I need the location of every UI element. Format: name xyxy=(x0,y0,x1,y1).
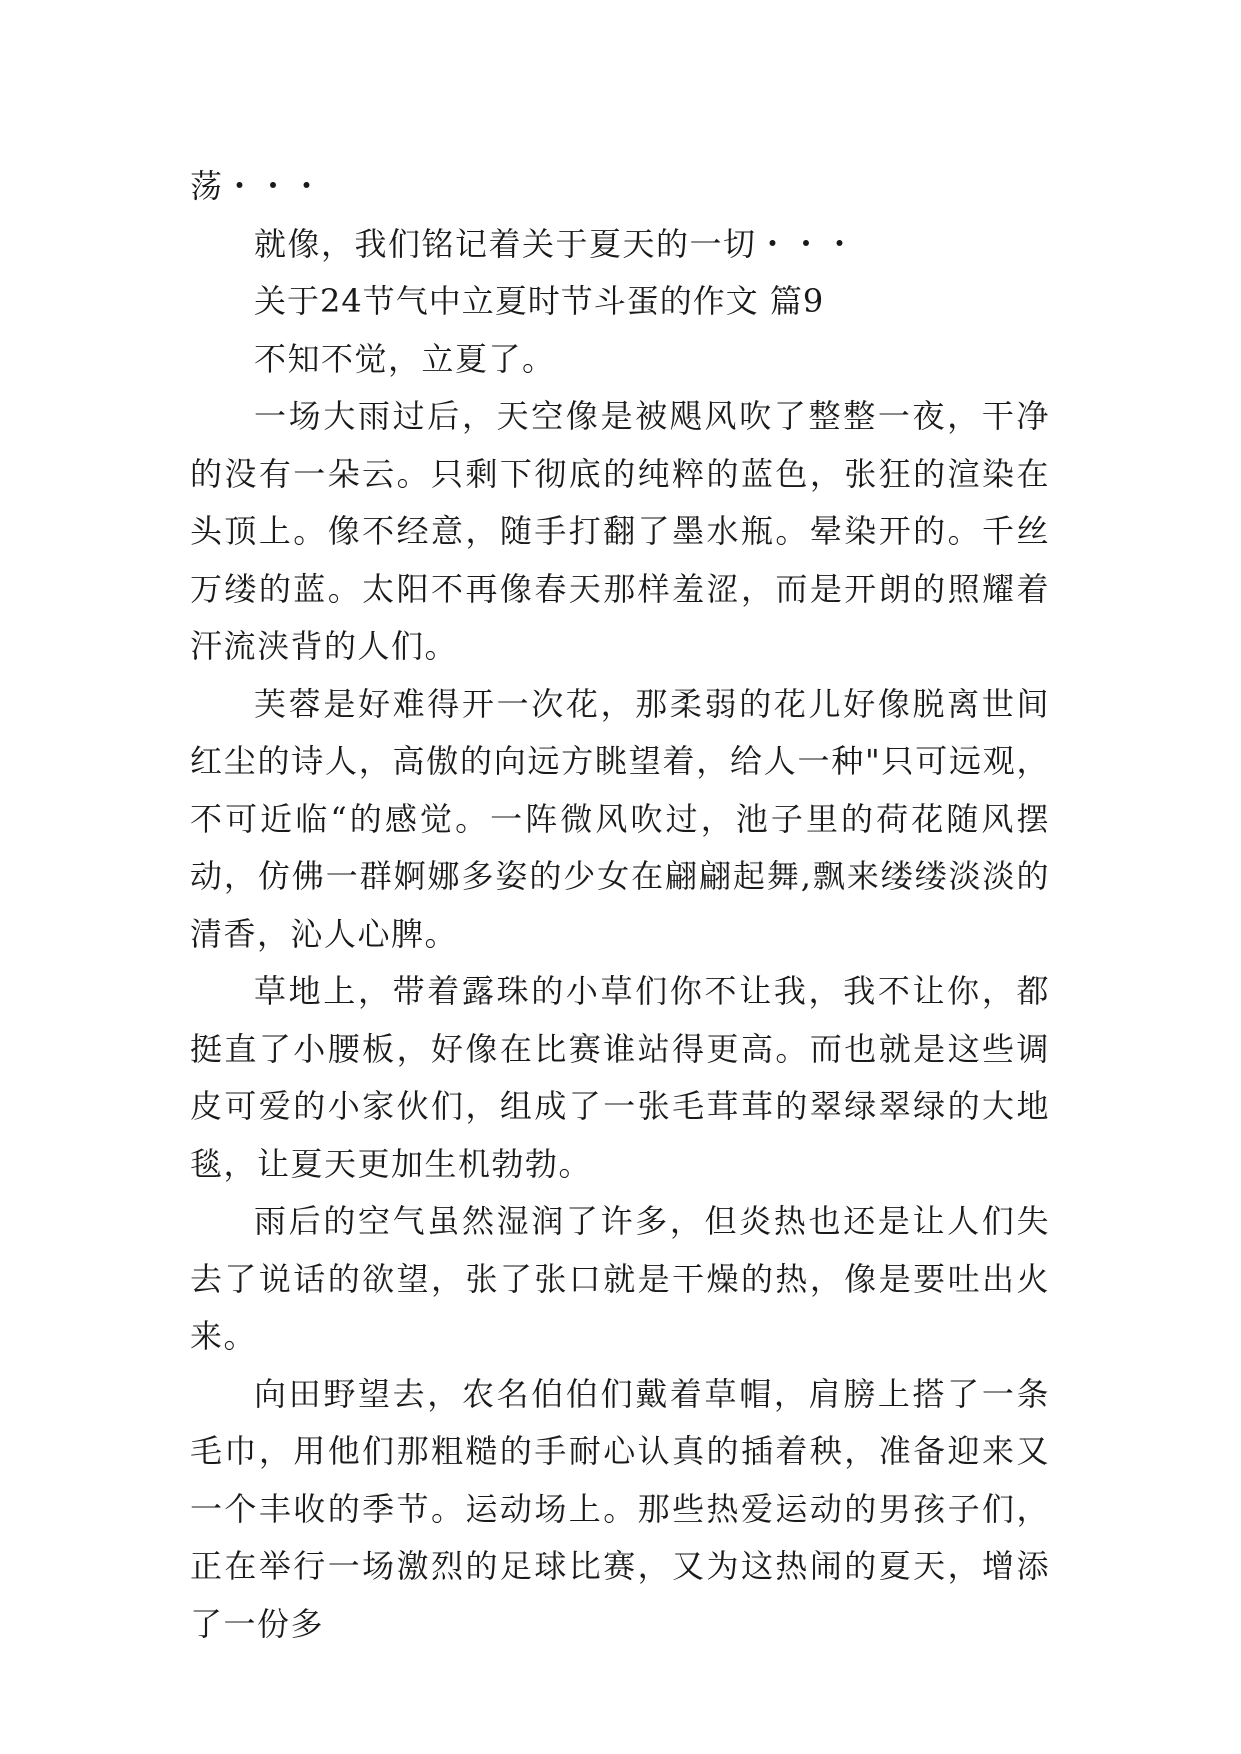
paragraph-3: 一场大雨过后，天空像是被飓风吹了整整一夜，干净的没有一朵云。只剩下彻底的纯粹的蓝色，张狂的渲染在头顶上。像不经意，随手打翻了墨水瓶。晕染开的。千丝万缕的蓝。太阳不再像春天那样羞涩，而是开朗的照耀着汗流浃背的人们。 xyxy=(190,397,1050,665)
paragraph-2: 不知不觉，立夏了。 xyxy=(254,339,556,378)
paragraph-7: 向田野望去，农名伯伯们戴着草帽，肩膀上搭了一条毛巾，用他们那粗糙的手耐心认真的插着秧，准备迎来又一个丰收的季节。运动场上。那些热爱运动的男孩子们，正在举行一场激烈的足球比赛，又为这热闹的夏天，增添了一份多 xyxy=(190,1374,1050,1643)
essay-heading: 关于24节气中立夏时节斗蛋的作文 篇9 xyxy=(254,282,825,320)
paragraph-1: 就像，我们铭记着关于夏天的一切・・・ xyxy=(254,224,858,263)
paragraph-4: 芙蓉是好难得开一次花，那柔弱的花儿好像脱离世间红尘的诗人，高傲的向远方眺望着，给人一种"只可远观，不可近临“的感觉。一阵微风吹过，池子里的荷花随风摆动，仿佛一群婀娜多姿的少女在翩翩起舞,飘来缕缕淡淡的清香，沁人心脾。 xyxy=(190,684,1050,953)
paragraph-6: 雨后的空气虽然湿润了许多，但炎热也还是让人们失去了说话的欲望，张了张口就是干燥的热，像是要吐出火来。 xyxy=(190,1202,1050,1355)
paragraph-5: 草地上，带着露珠的小草们你不让我，我不让你，都挺直了小腰板，好像在比赛谁站得更高。而也就是这些调皮可爱的小家伙们，组成了一张毛茸茸的翠绿翠绿的大地毯，让夏天更加生机勃勃。 xyxy=(190,972,1050,1183)
document-body xyxy=(190,158,1050,1653)
paragraph-continuation: 荡・・・ xyxy=(190,167,325,205)
